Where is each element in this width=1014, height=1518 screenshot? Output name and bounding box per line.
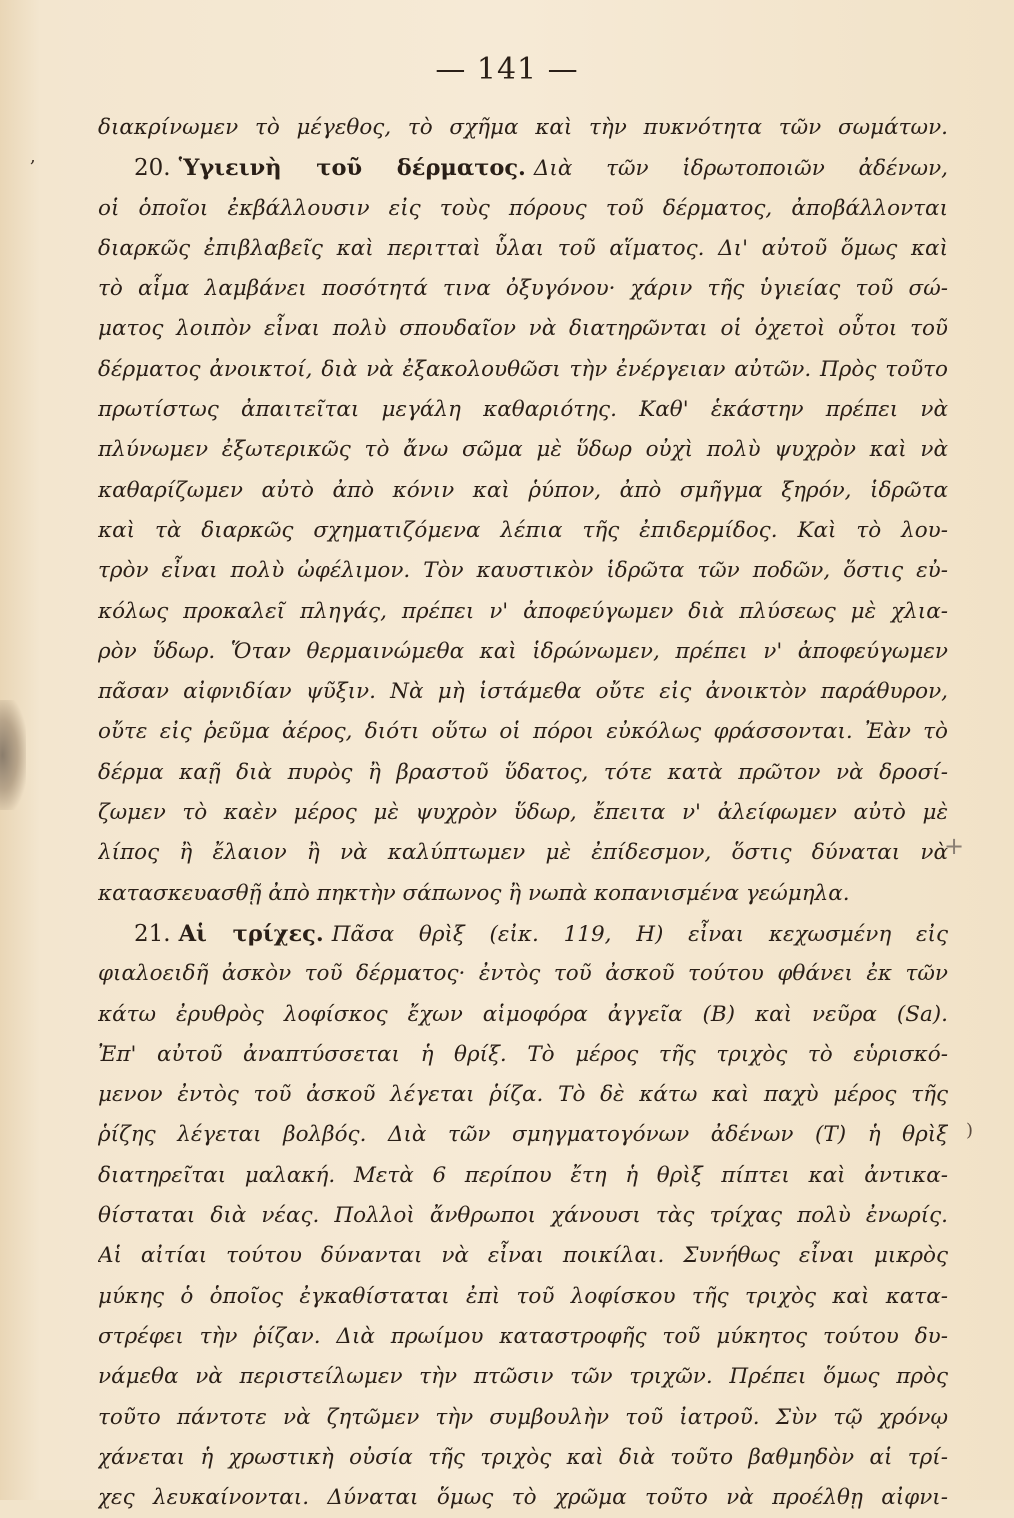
text-line: διαρκῶς ἐπιβλαβεῖς καὶ περιτταὶ ὗλαι τοῦ αἵματος. Δι' αὐτοῦ ὅμως καὶ bbox=[98, 235, 948, 261]
text-line: κάτω ἐρυθρὸς λοφίσκος ἔχων αἱμοφόρα ἀγγεῖα (Β) καὶ νεῦρα (Sa). bbox=[98, 1001, 948, 1027]
section-number: 21. bbox=[134, 920, 171, 947]
text-run: Διὰ τῶν ἱδρωτοποιῶν ἀδένων, bbox=[533, 156, 948, 182]
text-line: πλύνωμεν ἐξωτερικῶς τὸ ἄνω σῶμα μὲ ὕδωρ οὐχὶ πολὺ ψυχρὸν καὶ νὰ bbox=[98, 437, 948, 463]
text-line: φιαλοειδῆ ἀσκὸν τοῦ δέρματος· ἐντὸς τοῦ ἀσκοῦ τούτου φθάνει ἐκ τῶν bbox=[98, 961, 948, 987]
text-line: διατηρεῖται μαλακή. Μετὰ 6 περίπου ἔτη ἡ θρὶξ πίπτει καὶ ἀντικα- bbox=[98, 1162, 948, 1188]
text-line: τὸ αἷμα λαμβάνει ποσότητά τινα ὀξυγόνου· χάριν τῆς ὑγιείας τοῦ σώ- bbox=[98, 276, 948, 302]
section-heading: Ὑγιεινὴ τοῦ δέρματος. bbox=[178, 155, 526, 182]
text-line bbox=[98, 914, 948, 954]
page-number: — 141 — bbox=[435, 52, 579, 87]
text-line: χάνεται ἡ χρωστικὴ οὐσία τῆς τριχὸς καὶ διὰ τοῦτο βαθμηδὸν αἱ τρί- bbox=[98, 1444, 948, 1470]
margin-tick-mark: , bbox=[30, 146, 36, 167]
text-line: μενον ἐντὸς τοῦ ἀσκοῦ λέγεται ῥίζα. Τὸ δὲ κάτω καὶ παχὺ μέρος τῆς bbox=[98, 1082, 948, 1108]
section-number: 20. bbox=[134, 155, 171, 182]
text-line: μύκης ὁ ὁποῖος ἐγκαθίσταται ἐπὶ τοῦ λοφίσκου τῆς τριχὸς καὶ κατα- bbox=[98, 1283, 948, 1309]
text-line: λίπος ἢ ἔλαιον ἢ νὰ καλύπτωμεν μὲ ἐπίδεσμον, ὅστις δύναται νὰ bbox=[98, 840, 948, 866]
margin-cross-mark: + bbox=[944, 832, 965, 860]
text-line: οὔτε εἰς ῥεῦμα ἀέρος, διότι οὕτω οἱ πόροι εὐκόλως φράσσονται. Ἐὰν τὸ bbox=[98, 719, 948, 745]
text-line: διακρίνωμεν τὸ μέγεθος, τὸ σχῆμα καὶ τὴν πυκνότητα τῶν σωμάτων. bbox=[98, 115, 948, 140]
text-line: δέρματος ἀνοικτοί, διὰ νὰ ἐξακολουθῶσι τὴν ἐνέργειαν αὐτῶν. Πρὸς τοῦτο bbox=[98, 356, 948, 382]
binding-stain bbox=[0, 700, 26, 810]
text-line: ρὸν ὕδωρ. Ὅταν θερμαινώμεθα καὶ ἱδρώνωμεν, πρέπει ν' ἀποφεύγωμεν bbox=[98, 638, 948, 664]
text-line: ματος λοιπὸν εἶναι πολὺ σπουδαῖον νὰ διατηρῶνται οἱ ὀχετοὶ οὗτοι τοῦ bbox=[98, 316, 948, 342]
margin-paren-mark: ) bbox=[966, 1120, 974, 1141]
text-line: πρωτίστως ἀπαιτεῖται μεγάλη καθαριότης. Καθ' ἑκάστην πρέπει νὰ bbox=[98, 397, 948, 423]
text-line: χες λευκαίνονται. Δύναται ὅμως τὸ χρῶμα τοῦτο νὰ προέλθῃ αἰφνι- bbox=[98, 1485, 948, 1511]
section-heading: Αἱ τρίχες. bbox=[178, 920, 324, 947]
text-line: πᾶσαν αἰφνιδίαν ψῦξιν. Νὰ μὴ ἱστάμεθα οὔτε εἰς ἀνοικτὸν παράθυρον, bbox=[98, 679, 948, 705]
text-line: ζωμεν τὸ καὲν μέρος μὲ ψυχρὸν ὕδωρ, ἔπειτα ν' ἀλείφωμεν αὐτὸ μὲ bbox=[98, 800, 948, 826]
text-line: νάμεθα νὰ περιστείλωμεν τὴν πτῶσιν τῶν τριχῶν. Πρέπει ὅμως πρὸς bbox=[98, 1364, 948, 1390]
text-line: οἱ ὁποῖοι ἐκβάλλουσιν εἰς τοὺς πόρους τοῦ δέρματος, ἀποβάλλονται bbox=[98, 195, 948, 221]
text-line: θίσταται διὰ νέας. Πολλοὶ ἄνθρωποι χάνουσι τὰς τρίχας πολὺ ἐνωρίς. bbox=[98, 1203, 948, 1229]
text-line: κατασκευασθῇ ἀπὸ πηκτὴν σάπωνος ἢ νωπὰ κοπανισμένα γεώμηλα. bbox=[98, 880, 850, 906]
text-line: Ἐπ' αὐτοῦ ἀναπτύσσεται ἡ θρίξ. Τὸ μέρος τῆς τριχὸς τὸ εὑρισκό- bbox=[98, 1041, 948, 1067]
text-line bbox=[98, 148, 948, 188]
text-line: κόλως προκαλεῖ πληγάς, πρέπει ν' ἀποφεύγωμεν διὰ πλύσεως μὲ χλια- bbox=[98, 598, 948, 624]
text-line: τρὸν εἶναι πολὺ ὠφέλιμον. Τὸν καυστικὸν ἱδρῶτα τῶν ποδῶν, ὅστις εὐ- bbox=[98, 558, 948, 584]
text-line: Αἱ αἰτίαι τούτου δύνανται νὰ εἶναι ποικίλαι. Συνήθως εἶναι μικρὸς bbox=[98, 1243, 948, 1269]
text-line: δέρμα καῇ διὰ πυρὸς ἢ βραστοῦ ὕδατος, τότε κατὰ πρῶτον νὰ δροσί- bbox=[98, 759, 948, 785]
text-line: τοῦτο πάντοτε νὰ ζητῶμεν τὴν συμβουλὴν τοῦ ἰατροῦ. Σὺν τῷ χρόνῳ bbox=[98, 1404, 948, 1430]
text-line: στρέφει τὴν ῥίζαν. Διὰ πρωίμου καταστροφῆς τοῦ μύκητος τούτου δυ- bbox=[98, 1323, 948, 1349]
text-line: ῥίζης λέγεται βολβός. Διὰ τῶν σμηγματογόνων ἀδένων (Τ) ἡ θρὶξ bbox=[98, 1122, 948, 1148]
text-run: Πᾶσα θρὶξ (εἰκ. 119, Η) εἶναι κεχωσμένη εἰς bbox=[331, 921, 948, 947]
body-text bbox=[98, 108, 948, 1518]
text-line: καὶ τὰ διαρκῶς σχηματιζόμενα λέπια τῆς ἐπιδερμίδος. Καὶ τὸ λου- bbox=[98, 517, 948, 543]
text-line: καθαρίζωμεν αὐτὸ ἀπὸ κόνιν καὶ ῥύπον, ἀπὸ σμῆγμα ξηρόν, ἱδρῶτα bbox=[98, 477, 948, 503]
